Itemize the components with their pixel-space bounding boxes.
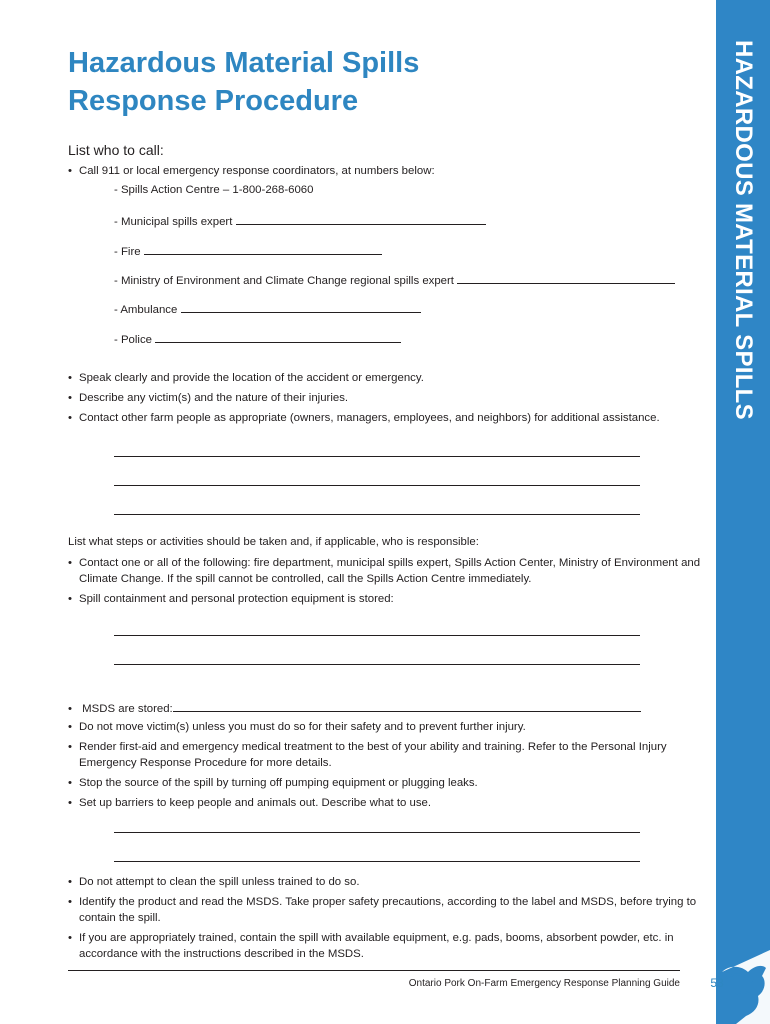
blank-line [155, 331, 401, 343]
title-line-1: Hazardous Material Spills [68, 47, 420, 79]
blank-line [173, 700, 641, 712]
contact-farm-people-bullet: • Contact other farm people as appropriate (owners, managers, employees, and neighbors) for additional assistance. [68, 411, 709, 427]
contain-spill-bullet: • If you are appropriately trained, contain the spill with available equipment, e.g. pads, booms, absorbent powder, etc. in accordance with the instructions described in the MSDS. [68, 931, 709, 962]
contact-label: - Municipal spills expert [114, 216, 233, 228]
speak-clearly-bullet: • Speak clearly and provide the location of the accident or emergency. [68, 371, 709, 387]
contact-police [114, 331, 401, 346]
page-title [68, 44, 419, 120]
identify-product-bullet: • Identify the product and read the MSDS. Take proper safety precautions, according to the label and MSDS, before trying to contain the spill. [68, 895, 709, 926]
set-up-barriers-bullet: • Set up barriers to keep people and animals out. Describe what to use. [68, 796, 709, 812]
contact-label: - Ministry of Environment and Climate Change regional spills expert [114, 275, 454, 287]
title-line-2: Response Procedure [68, 85, 359, 117]
contact-fire [114, 243, 382, 258]
contact-agencies-bullet: • Contact one or all of the following: fire department, municipal spills expert, Spills Action Center, Ministry of Environment and Climate Change. If the spill cannot be controlled, call the Spills Action Centre immediately. [68, 556, 709, 587]
msds-label: MSDS are stored: [82, 703, 173, 715]
contact-label: - Police [114, 334, 152, 346]
render-first-aid-bullet: • Render first-aid and emergency medical treatment to the best of your ability and training. Refer to the Personal Injury Emergency Response Procedure for more details. [68, 740, 709, 771]
fill-in-line [114, 861, 640, 862]
side-banner-text: HAZARDOUS MATERIAL SPILLS [730, 40, 757, 420]
fill-in-line [114, 456, 640, 457]
msds-stored-bullet [68, 700, 709, 718]
do-not-move-victims-bullet: • Do not move victim(s) unless you must do so for their safety and to prevent further injury. [68, 720, 709, 736]
blank-line [236, 213, 486, 225]
footer-rule [68, 970, 680, 971]
contact-label: - Ambulance [114, 304, 178, 316]
contact-ministry-spills-expert [114, 272, 675, 287]
stop-source-bullet: • Stop the source of the spill by turning off pumping equipment or plugging leaks. [68, 776, 709, 792]
contact-label: - Fire [114, 246, 141, 258]
contact-municipal-spills-expert [114, 213, 486, 228]
fill-in-line [114, 514, 640, 515]
fill-in-line [114, 635, 640, 636]
blank-line [457, 272, 675, 284]
blank-line [144, 243, 382, 255]
containment-equipment-bullet: • Spill containment and personal protection equipment is stored: [68, 592, 709, 608]
contact-ambulance [114, 301, 421, 316]
fill-in-line [114, 664, 640, 665]
call-911-bullet: • Call 911 or local emergency response coordinators, at numbers below: [68, 164, 709, 180]
fill-in-line [114, 485, 640, 486]
fill-in-line [114, 832, 640, 833]
who-to-call-heading: List who to call: [68, 142, 164, 158]
describe-victims-bullet: • Describe any victim(s) and the nature of their injuries. [68, 391, 709, 407]
page-number: 53 [710, 976, 724, 990]
steps-heading: List what steps or activities should be taken and, if applicable, who is responsible: [68, 536, 479, 548]
blank-line [181, 301, 421, 313]
contact-spills-action-centre: - Spills Action Centre – 1-800-268-6060 [114, 184, 314, 196]
do-not-clean-bullet: • Do not attempt to clean the spill unless trained to do so. [68, 875, 709, 891]
footer-guide-title: Ontario Pork On-Farm Emergency Response Planning Guide [408, 978, 680, 989]
